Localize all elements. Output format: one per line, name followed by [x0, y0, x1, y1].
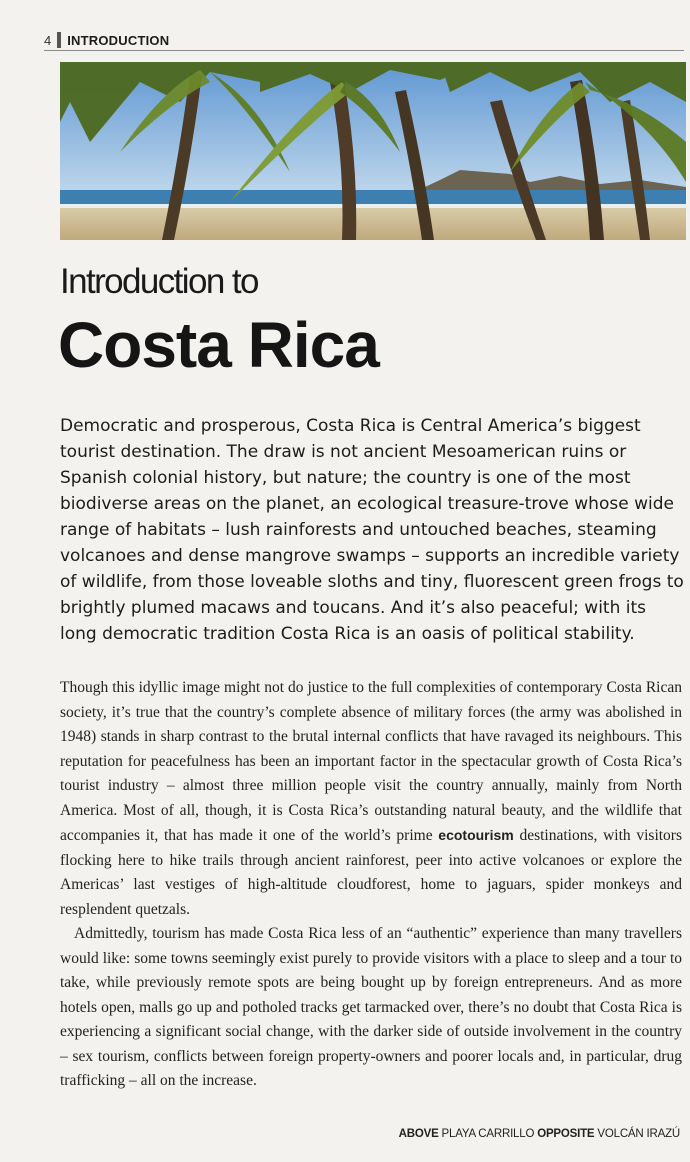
section-title: INTRODUCTION: [67, 32, 170, 48]
page-number: 4: [44, 32, 52, 48]
body-p1-after: destinations, with visitors flocking here to hike trails through ancient rainforest, peer into active volcanoes or explore the Americas’ last vestiges of high-altitude cloudforest, home to jaguars, spider monkeys and resplendent quetzals.: [60, 827, 682, 918]
caption-above-text: PLAYA CARRILLO: [441, 1128, 535, 1140]
header-bar: [57, 32, 61, 48]
keyword-ecotourism: ecotourism: [438, 827, 514, 843]
body-text: [60, 676, 682, 1094]
photo-caption: [399, 1128, 680, 1140]
caption-opposite-text: VOLCÁN IRAZÚ: [597, 1128, 680, 1140]
body-paragraph-1: [60, 676, 682, 922]
body-paragraph-2: Admittedly, tourism has made Costa Rica less of an “authentic” experience than many travellers would like: some towns seemingly exist purely to provide visitors with a place to sleep and a tour to take, while previously remote spots are being bought up by foreign entrepreneurs. And as more hotels open, malls go up and potholed tracks get tarmacked over, there’s no doubt that Costa Rica is experiencing a significant social change, with the darker side of outside involvement in the country – sex tourism, conflicts between foreign property-owners and poorer locals and, in particular, drug trafficking – all on the increase.: [60, 925, 682, 1089]
caption-opposite-label: OPPOSITE: [537, 1128, 595, 1140]
body-p1-before: Though this idyllic image might not do justice to the full complexities of contemporary Costa Rican society, it’s true that the country’s complete absence of military forces (the army was abolished in 1948) stands in sharp contrast to the brutal internal conflicts that have ravaged its neighbours. This reputation for peacefulness has been an important factor in the spectacular growth of Costa Rica’s tourist industry – almost three million people visit the country annually, mainly from North America. Most of all, though, it is Costa Rica’s outstanding natural beauty, and the wildlife that accompanies it, that has made it one of the world’s prime: [60, 679, 682, 844]
headline-intro: Introduction to: [60, 262, 258, 301]
beach-palms-illustration: [60, 62, 686, 240]
beach-photo: [60, 62, 686, 240]
running-header: [44, 30, 684, 50]
lead-paragraph: Democratic and prosperous, Costa Rica is Central America’s biggest tourist destination. The draw is not ancient Mesoamerican ruins or Spanish colonial history, but nature; the country is one of the most biodiverse areas on the planet, an ecological treasure-trove whose wide range of habitats – lush rainforests and untouched beaches, steaming volcanoes and dense mangrove swamps – supports an incredible variety of wildlife, from those loveable sloths and tiny, fluorescent green frogs to brightly plumed macaws and toucans. And it’s also peaceful; with its long democratic tradition Costa Rica is an oasis of political stability.: [60, 416, 684, 644]
header-rule: [44, 50, 684, 51]
caption-above-label: ABOVE: [398, 1128, 439, 1140]
headline-country: Costa Rica: [58, 309, 379, 381]
